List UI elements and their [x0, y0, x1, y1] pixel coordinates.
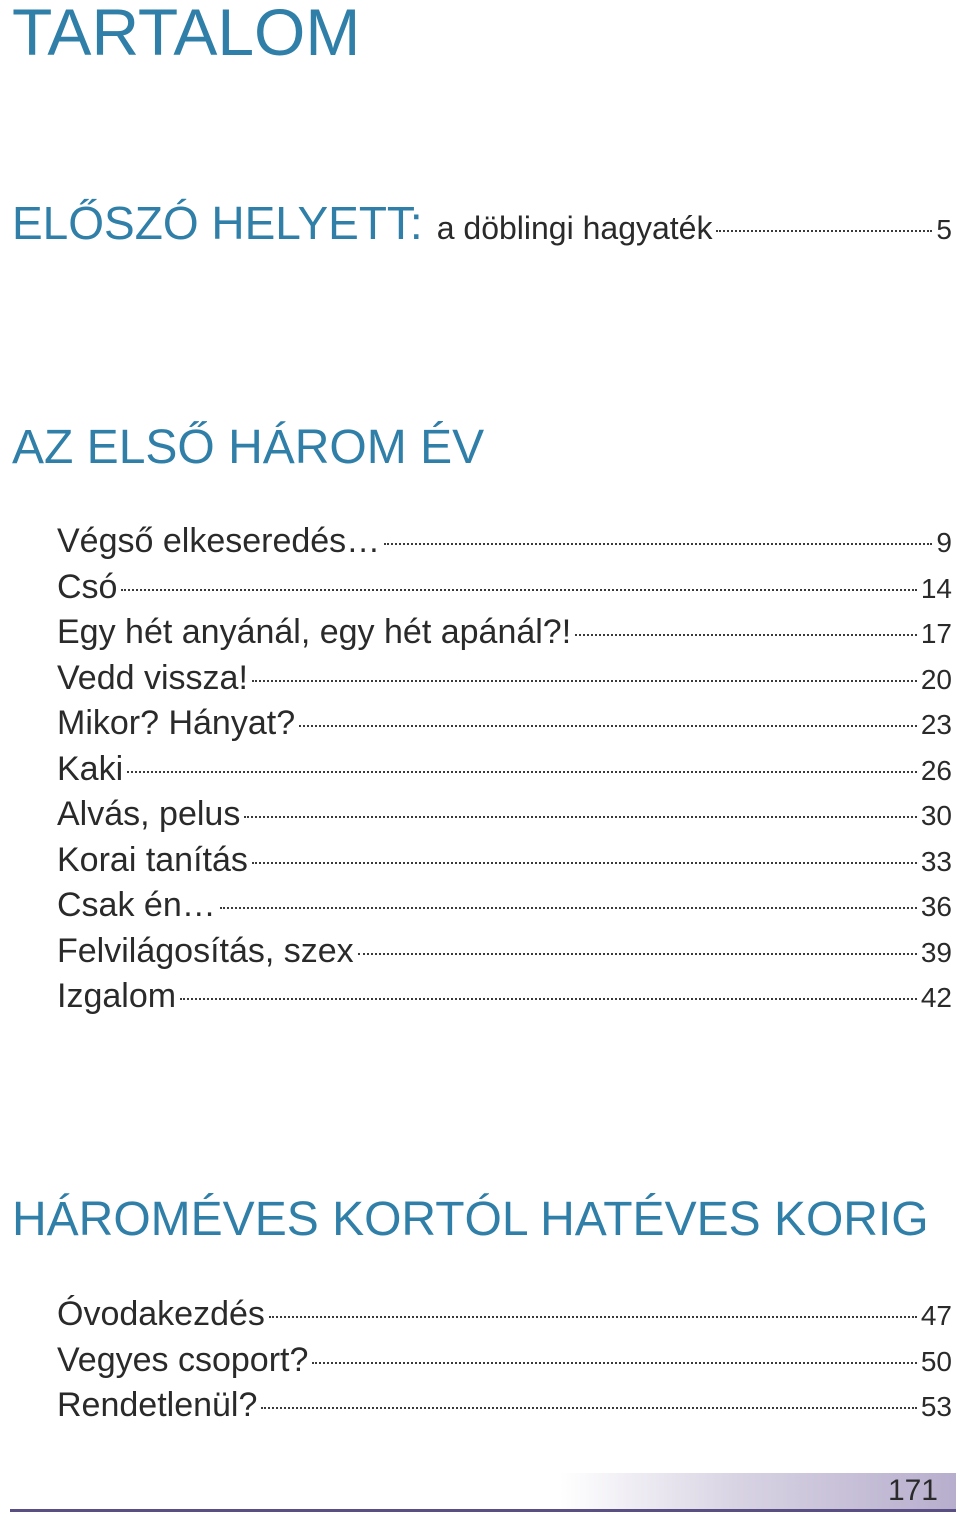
page-number: 47: [920, 1300, 952, 1331]
dot-leader: [121, 589, 916, 591]
toc-item-title: Csak én…: [57, 886, 216, 924]
toc-item[interactable]: [57, 795, 952, 841]
footer-rule: [10, 1509, 956, 1512]
toc-item-title: Vegyes csoport?: [57, 1340, 309, 1379]
toc-item[interactable]: [57, 1386, 952, 1432]
page-number: 36: [920, 891, 952, 922]
page-number: 26: [920, 754, 952, 786]
toc-item[interactable]: [57, 613, 952, 659]
page-number: 50: [920, 1345, 952, 1377]
dot-leader: [299, 725, 917, 727]
toc-item-title: Rendetlenül?: [57, 1386, 258, 1424]
page-number: 42: [920, 982, 952, 1013]
page-number: 5: [936, 214, 952, 245]
dot-leader: [384, 543, 932, 545]
foreword-heading: ELŐSZÓ HELYETT:: [12, 197, 423, 249]
page-number: 9: [936, 527, 952, 558]
toc-list-first-three-years: [57, 522, 952, 1023]
toc-item-title: Egy hét anyánál, egy hét apánál?!: [57, 613, 572, 651]
page-folio: 171: [887, 1474, 938, 1507]
dot-leader: [575, 634, 917, 636]
toc-item-title: Izgalom: [57, 977, 177, 1015]
page-number: 53: [920, 1391, 952, 1422]
toc-item[interactable]: [57, 1341, 952, 1387]
section-heading-first-three-years: AZ ELSŐ HÁROM ÉV: [12, 421, 485, 474]
toc-item-title: Végső elkeseredés…: [57, 522, 381, 560]
page-number: 20: [920, 663, 952, 695]
toc-item-title: Felvilágosítás, szex: [57, 931, 354, 970]
toc-item-title: Mikor? Hányat?: [57, 704, 296, 742]
dot-leader: [261, 1407, 916, 1409]
dot-leader: [358, 953, 917, 955]
dot-leader: [312, 1362, 916, 1364]
toc-item-title: Óvodakezdés: [57, 1295, 265, 1333]
page-number: 17: [920, 618, 952, 649]
toc-item[interactable]: [57, 568, 952, 614]
page-number: 30: [920, 800, 952, 831]
dot-leader: [269, 1316, 917, 1318]
toc-item-title: Alvás, pelus: [57, 795, 241, 833]
toc-item[interactable]: [57, 977, 952, 1023]
foreword-entry[interactable]: [12, 196, 952, 250]
toc-item[interactable]: [57, 522, 952, 568]
toc-item[interactable]: [57, 841, 952, 887]
foreword-subtitle: a döblingi hagyaték: [436, 210, 713, 246]
dot-leader: [716, 230, 932, 232]
toc-item[interactable]: [57, 750, 952, 796]
page-number: 23: [920, 709, 952, 740]
page-number: 33: [920, 845, 952, 877]
page-title: TARTALOM: [12, 0, 361, 69]
dot-leader: [244, 816, 917, 818]
toc-item[interactable]: [57, 932, 952, 978]
dot-leader: [127, 771, 917, 773]
toc-list-three-to-six: [57, 1295, 952, 1432]
toc-item-title: Vedd vissza!: [57, 658, 248, 697]
toc-item-title: Kaki: [57, 749, 124, 788]
toc-item[interactable]: [57, 886, 952, 932]
section-heading-three-to-six: HÁROMÉVES KORTÓL HATÉVES KORIG: [12, 1193, 929, 1246]
toc-item-title: Csó: [57, 567, 118, 606]
dot-leader: [180, 998, 917, 1000]
page-number: 14: [920, 572, 952, 604]
toc-item[interactable]: [57, 659, 952, 705]
page-number: 39: [920, 936, 952, 968]
toc-item-title: Korai tanítás: [57, 840, 248, 879]
dot-leader: [220, 907, 917, 909]
toc-item[interactable]: [57, 1295, 952, 1341]
toc-item[interactable]: [57, 704, 952, 750]
dot-leader: [252, 680, 917, 682]
dot-leader: [252, 862, 917, 864]
